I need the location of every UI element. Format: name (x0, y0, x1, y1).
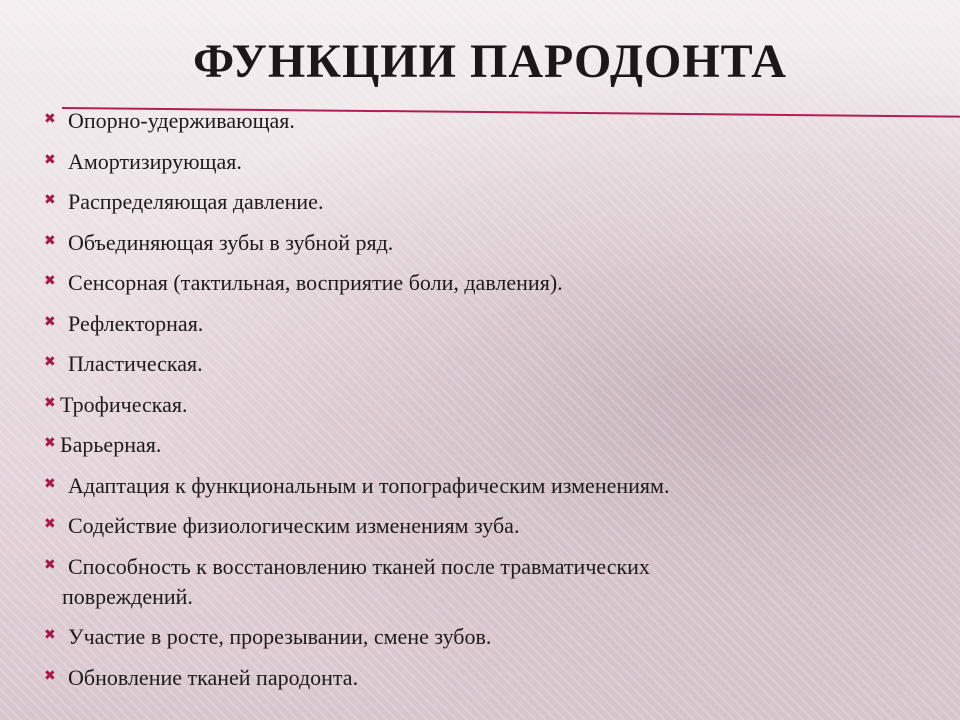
list-item (44, 268, 944, 298)
list-item-text: Рефлекторная. (68, 310, 204, 336)
cross-bullet-icon: ✖ (44, 435, 56, 451)
list-item (44, 147, 944, 177)
cross-bullet-icon: ✖ (44, 627, 56, 643)
list-item (44, 663, 944, 693)
list-item-text: Сенсорная (тактильная, восприятие боли, давления). (68, 270, 563, 295)
list-item-text: Обновление тканей пародонта. (68, 664, 359, 690)
cross-bullet-icon: ✖ (44, 111, 56, 127)
list-item (44, 552, 944, 612)
list-item-text: Опорно-удерживающая. (68, 108, 295, 133)
cross-bullet-icon: ✖ (44, 232, 56, 249)
list-item-text: Объединяющая зубы в зубной ряд. (68, 229, 394, 255)
list-item-text-continued: повреждений. (62, 583, 193, 609)
list-item-text: Распределяющая давление. (68, 189, 324, 214)
cross-bullet-icon: ✖ (44, 475, 56, 492)
cross-bullet-icon: ✖ (44, 354, 56, 370)
list-item-text: Амортизирующая. (68, 148, 242, 174)
list-item (44, 106, 944, 136)
list-item (44, 622, 944, 652)
cross-bullet-icon: ✖ (44, 151, 56, 168)
list-item-text: Барьерная. (60, 432, 162, 457)
cross-bullet-icon: ✖ (44, 516, 56, 532)
list-item-text: Трофическая. (60, 391, 188, 417)
functions-list (44, 106, 944, 703)
list-item (44, 390, 944, 420)
list-item-text: Пластическая. (68, 351, 203, 376)
list-item (44, 228, 944, 258)
list-item (44, 349, 944, 379)
cross-bullet-icon: ✖ (44, 313, 56, 330)
list-item (44, 430, 944, 460)
list-item (44, 309, 944, 339)
cross-bullet-icon: ✖ (44, 556, 56, 573)
list-item-text: Содействие физиологическим изменениям зуба. (68, 513, 520, 538)
list-item (44, 187, 944, 217)
cross-bullet-icon: ✖ (44, 667, 56, 684)
slide-title: ФУНКЦИИ ПАРОДОНТА (193, 35, 787, 88)
cross-bullet-icon: ✖ (44, 192, 56, 208)
list-item-text: Участие в росте, прорезывании, смене зубов. (68, 624, 492, 649)
list-item-text: Адаптация к функциональным и топографическим изменениям. (68, 472, 670, 498)
list-item (44, 511, 944, 541)
list-item-text: Способность к восстановлению тканей после травматических (68, 553, 650, 579)
cross-bullet-icon: ✖ (44, 394, 56, 411)
cross-bullet-icon: ✖ (44, 273, 56, 289)
list-item (44, 471, 944, 501)
